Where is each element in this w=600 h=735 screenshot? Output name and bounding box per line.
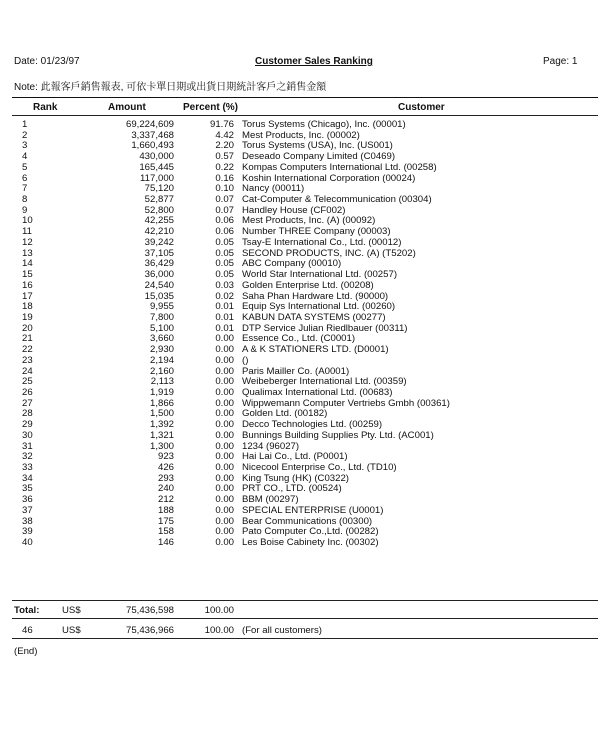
customer-cell: ABC Company (00010) — [242, 258, 342, 270]
amount-cell: 188 — [157, 504, 174, 516]
rank-cell: 15 — [22, 269, 33, 281]
amount-cell: 9,955 — [149, 301, 174, 313]
customer-cell: Torus Systems (USA), Inc. (US001) — [242, 140, 393, 152]
customer-cell: Torus Systems (Chicago), Inc. (00001) — [242, 119, 406, 130]
percent-cell: 0.22 — [215, 161, 234, 173]
amount-cell: 69,224,609 — [125, 119, 174, 130]
rank-cell: 14 — [22, 258, 33, 270]
customer-cell: Saha Phan Hardware Ltd. (90000) — [242, 290, 389, 302]
rank-cell: 38 — [22, 515, 33, 527]
percent-cell: 0.00 — [215, 365, 234, 377]
rank-cell: 33 — [22, 462, 33, 474]
customer-cell: Kompas Computers International Ltd. (00258) — [242, 161, 437, 173]
percent-cell: 0.05 — [215, 258, 234, 270]
percent-cell: 0.06 — [215, 226, 234, 238]
percent-cell: 0.10 — [215, 183, 234, 195]
percent-cell: 0.00 — [215, 537, 234, 549]
amount-cell: 36,000 — [144, 269, 174, 281]
percent-cell: 0.57 — [215, 151, 234, 163]
rank-cell: 19 — [22, 311, 33, 323]
amount-cell: 1,919 — [149, 387, 174, 398]
customer-cell: Paris Mailler Co. (A0001) — [242, 365, 350, 377]
percent-cell: 0.07 — [215, 204, 234, 216]
customer-cell: SECOND PRODUCTS, INC. (A) (T5202) — [242, 247, 416, 259]
percent-cell: 0.00 — [215, 504, 234, 516]
percent-cell: 0.00 — [215, 333, 234, 345]
customer-cell: Tsay-E International Co., Ltd. (00012) — [242, 236, 402, 248]
rank-cell: 23 — [22, 354, 33, 366]
percent-cell: 0.00 — [215, 440, 234, 452]
rank-cell: 17 — [22, 290, 33, 302]
rank-cell: 32 — [22, 451, 33, 463]
rank-cell: 7 — [22, 183, 28, 195]
rank-cell: 16 — [22, 279, 33, 291]
rank-cell: 12 — [22, 236, 33, 248]
rank-cell: 31 — [22, 440, 33, 452]
rank-cell: 2 — [22, 129, 28, 141]
all-customers-currency: US$ — [62, 625, 81, 636]
customer-cell: PRT CO., LTD. (00524) — [242, 483, 342, 495]
percent-cell: 0.16 — [215, 172, 234, 184]
amount-cell: 1,300 — [149, 440, 174, 452]
rank-cell: 37 — [22, 504, 33, 516]
customer-cell: A & K STATIONERS LTD. (D0001) — [242, 344, 389, 356]
customer-cell: World Star International Ltd. (00257) — [242, 269, 398, 281]
header-top-rule — [12, 97, 598, 98]
percent-cell: 0.02 — [215, 290, 234, 302]
amount-cell: 39,242 — [144, 236, 174, 248]
customer-cell: Cat-Computer & Telecommunication (00304) — [242, 194, 432, 206]
rank-cell: 5 — [22, 161, 28, 173]
percent-cell: 0.00 — [215, 376, 234, 388]
percent-cell: 0.00 — [215, 494, 234, 506]
percent-cell: 0.06 — [215, 215, 234, 227]
customer-cell: Pato Computer Co.,Ltd. (00282) — [242, 526, 379, 538]
rank-cell: 35 — [22, 483, 33, 495]
total-currency: US$ — [62, 605, 81, 616]
all-customers-count: 46 — [22, 625, 33, 636]
amount-cell: 5,100 — [149, 322, 174, 334]
rank-cell: 3 — [22, 140, 28, 152]
percent-cell: 0.05 — [215, 269, 234, 281]
customer-cell: Handley House (CF002) — [242, 204, 346, 216]
amount-cell: 37,105 — [144, 247, 174, 259]
amount-cell: 430,000 — [139, 151, 174, 163]
percent-cell: 0.05 — [215, 236, 234, 248]
rank-cell: 21 — [22, 333, 33, 345]
table-row — [0, 356, 600, 367]
total-label: Total: — [14, 605, 40, 616]
column-header-percent: Percent (%) — [183, 102, 239, 113]
table-row — [0, 484, 600, 495]
rank-cell: 8 — [22, 194, 28, 206]
percent-cell: 0.00 — [215, 526, 234, 538]
percent-cell: 0.00 — [215, 515, 234, 527]
total-percent: 100.00 — [204, 605, 234, 616]
rank-cell: 39 — [22, 526, 33, 538]
amount-cell: 15,035 — [144, 290, 174, 302]
percent-cell: 4.42 — [215, 129, 234, 141]
percent-cell: 0.01 — [215, 322, 234, 334]
amount-cell: 1,500 — [149, 408, 174, 420]
percent-cell: 0.00 — [215, 397, 234, 409]
rank-cell: 11 — [22, 226, 32, 238]
amount-cell: 146 — [157, 537, 174, 549]
customer-cell: BBM (00297) — [242, 494, 299, 506]
rank-cell: 27 — [22, 397, 33, 409]
amount-cell: 75,120 — [144, 183, 174, 195]
percent-cell: 0.00 — [215, 419, 234, 431]
rank-cell: 6 — [22, 172, 28, 184]
rank-cell: 24 — [22, 365, 33, 377]
customer-cell: Mest Products, Inc. (A) (00092) — [242, 215, 376, 227]
customer-cell: Koshin International Corporation (00024) — [242, 172, 416, 184]
customer-cell: Deseado Company Limited (C0469) — [242, 151, 396, 163]
customer-cell: Nancy (00011) — [242, 183, 305, 195]
rank-cell: 4 — [22, 151, 28, 163]
amount-cell: 923 — [157, 451, 174, 463]
percent-cell: 0.00 — [215, 451, 234, 463]
customer-cell: Number THREE Company (00003) — [242, 226, 391, 238]
column-header-customer: Customer — [398, 102, 445, 113]
customer-cell: Equip Sys International Ltd. (00260) — [242, 301, 396, 313]
all-customers-percent: 100.00 — [204, 625, 234, 636]
report-title: Customer Sales Ranking — [255, 56, 373, 67]
percent-cell: 0.07 — [215, 194, 234, 206]
percent-cell: 0.05 — [215, 247, 234, 259]
rank-cell: 20 — [22, 322, 33, 334]
amount-cell: 2,930 — [149, 344, 174, 356]
customer-cell: Golden Enterprise Ltd. (00208) — [242, 279, 374, 291]
amount-cell: 2,160 — [149, 365, 174, 377]
amount-cell: 42,210 — [144, 226, 174, 238]
all-customers-amount: 75,436,966 — [125, 625, 174, 636]
table-row — [0, 238, 600, 249]
table-row — [0, 281, 600, 292]
percent-cell: 0.00 — [215, 483, 234, 495]
customer-cell: King Tsung (HK) (C0322) — [242, 472, 350, 484]
rank-cell: 13 — [22, 247, 33, 259]
percent-cell: 0.00 — [215, 462, 234, 474]
customer-cell: Weibeberger International Ltd. (00359) — [242, 376, 407, 388]
total-top-rule — [12, 600, 598, 601]
amount-cell: 1,660,493 — [131, 140, 174, 152]
amount-cell: 2,113 — [150, 376, 174, 388]
customer-cell: Mest Products, Inc. (00002) — [242, 129, 360, 141]
amount-cell: 117,000 — [140, 172, 174, 184]
amount-cell: 36,429 — [144, 258, 174, 270]
rank-cell: 18 — [22, 301, 33, 313]
customer-cell: DTP Service Julian Riedlbauer (00311) — [242, 322, 408, 334]
percent-cell: 0.00 — [215, 354, 234, 366]
percent-cell: 0.00 — [215, 472, 234, 484]
percent-cell: 0.00 — [215, 408, 234, 420]
report-note: Note: 此報客戶銷售報表, 可依卡單日期或出貨日期統計客戶之銷售金額 — [14, 82, 327, 93]
rank-cell: 1 — [22, 119, 28, 130]
percent-cell: 2.20 — [215, 140, 234, 152]
customer-cell: Bunnings Building Supplies Pty. Ltd. (AC001) — [242, 429, 434, 441]
percent-cell: 0.03 — [215, 279, 234, 291]
rank-cell: 26 — [22, 387, 33, 398]
table-row — [0, 506, 600, 517]
customer-cell: () — [242, 354, 249, 366]
amount-cell: 240 — [157, 483, 174, 495]
amount-cell: 1,392 — [149, 419, 174, 431]
all-customers-description: (For all customers) — [242, 625, 322, 636]
rank-cell: 34 — [22, 472, 33, 484]
amount-cell: 426 — [157, 462, 174, 474]
percent-cell: 0.01 — [215, 311, 234, 323]
customer-cell: KABUN DATA SYSTEMS (00277) — [242, 311, 386, 323]
column-header-amount: Amount — [108, 102, 146, 113]
report-date: Date: 01/23/97 — [14, 56, 80, 67]
amount-cell: 2,194 — [149, 354, 174, 366]
all-customers-bottom-rule — [12, 638, 598, 639]
table-row — [0, 431, 600, 442]
rank-cell: 40 — [22, 537, 33, 549]
total-amount: 75,436,598 — [125, 605, 174, 616]
rank-cell: 9 — [22, 204, 28, 216]
table-row — [0, 345, 600, 356]
customer-cell: Essence Co., Ltd. (C0001) — [242, 333, 356, 345]
customer-cell: 1234 (96027) — [242, 440, 300, 452]
percent-cell: 91.76 — [209, 119, 234, 130]
header-bottom-rule — [12, 115, 598, 116]
rank-cell: 28 — [22, 408, 33, 420]
column-header-rank: Rank — [33, 102, 58, 113]
end-marker: (End) — [14, 646, 38, 657]
amount-cell: 158 — [157, 526, 174, 538]
rank-cell: 25 — [22, 376, 33, 388]
amount-cell: 24,540 — [144, 279, 174, 291]
customer-cell: Decco Technologies Ltd. (00259) — [242, 419, 383, 431]
amount-cell: 42,255 — [144, 215, 174, 227]
customer-cell: Nicecool Enterprise Co., Ltd. (TD10) — [242, 462, 397, 474]
customer-cell: Les Boise Cabinety Inc. (00302) — [242, 537, 379, 549]
amount-cell: 7,800 — [149, 311, 174, 323]
rank-cell: 22 — [22, 344, 33, 356]
customer-cell: SPECIAL ENTERPRISE (U0001) — [242, 504, 384, 516]
total-bottom-rule — [12, 618, 598, 619]
amount-cell: 1,321 — [149, 429, 174, 441]
page-number: Page: 1 — [543, 56, 578, 67]
amount-cell: 165,445 — [139, 161, 174, 173]
percent-cell: 0.01 — [215, 301, 234, 313]
customer-cell: Wippwemann Computer Vertriebs Gmbh (00361) — [242, 397, 450, 409]
percent-cell: 0.00 — [215, 429, 234, 441]
amount-cell: 212 — [157, 494, 174, 506]
table-row — [0, 538, 600, 549]
amount-cell: 175 — [157, 515, 174, 527]
amount-cell: 52,800 — [144, 204, 174, 216]
table-row — [0, 163, 600, 174]
rank-cell: 30 — [22, 429, 33, 441]
amount-cell: 3,660 — [149, 333, 174, 345]
customer-cell: Hai Lai Co., Ltd. (P0001) — [242, 451, 348, 463]
rank-cell: 29 — [22, 419, 33, 431]
percent-cell: 0.00 — [215, 344, 234, 356]
rank-cell: 10 — [22, 215, 33, 227]
amount-cell: 293 — [157, 472, 174, 484]
amount-cell: 52,877 — [144, 194, 174, 206]
customer-cell: Qualimax International Ltd. (00683) — [242, 387, 393, 398]
customer-cell: Golden Ltd. (00182) — [242, 408, 328, 420]
amount-cell: 1,866 — [149, 397, 174, 409]
percent-cell: 0.00 — [215, 387, 234, 398]
customer-cell: Bear Communications (00300) — [242, 515, 373, 527]
amount-cell: 3,337,468 — [131, 129, 174, 141]
rank-cell: 36 — [22, 494, 33, 506]
